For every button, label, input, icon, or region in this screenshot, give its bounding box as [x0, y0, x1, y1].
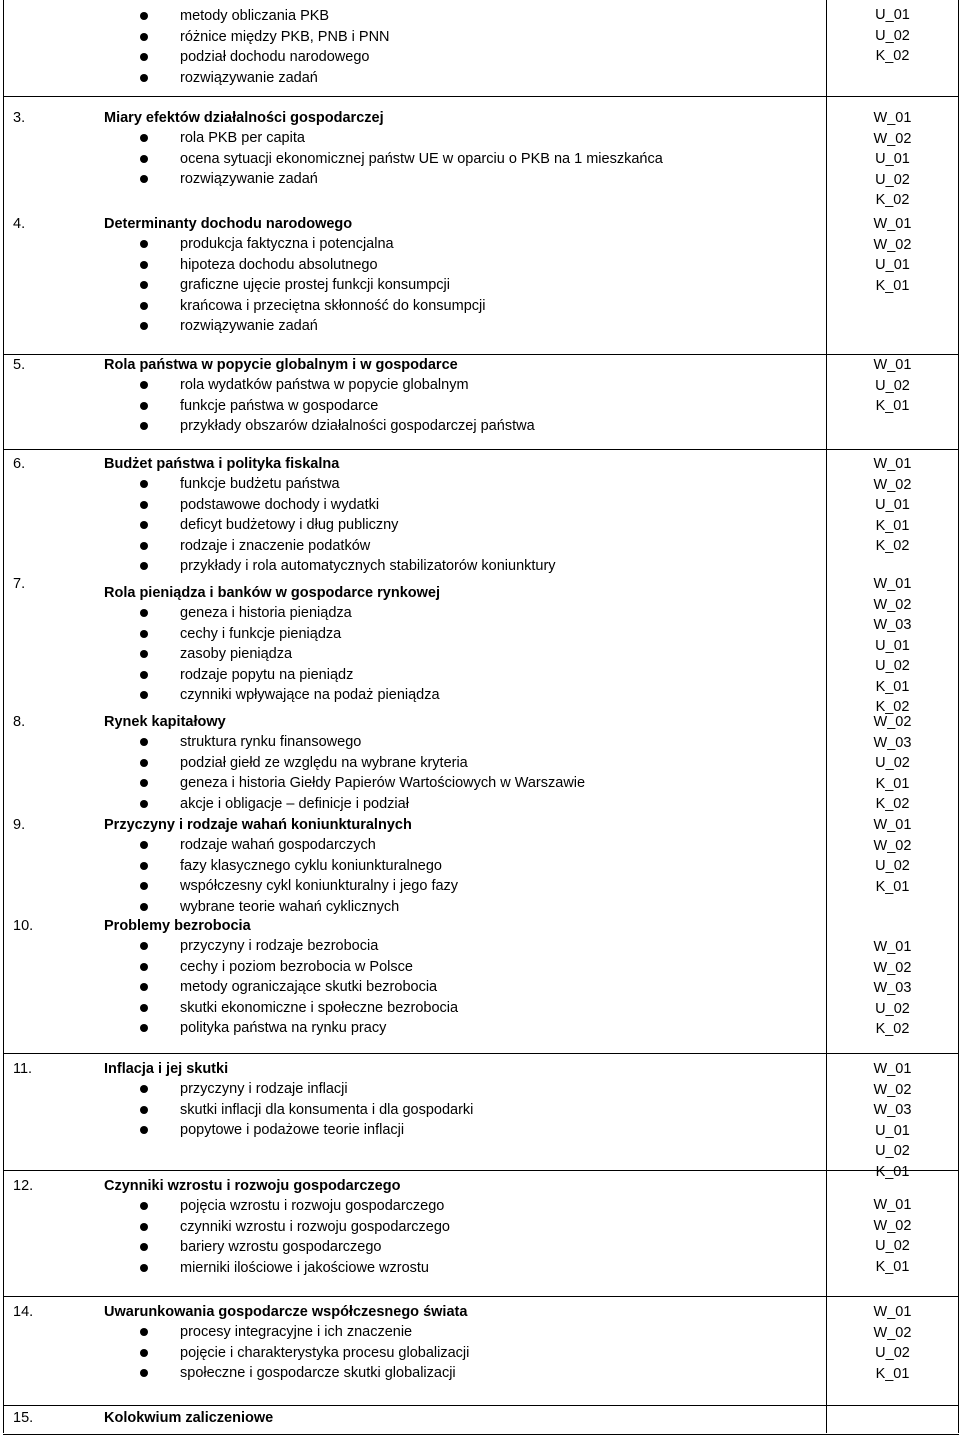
bullet-icon	[140, 261, 148, 269]
topic-subitem: przyczyny i rodzaje bezrobocia	[180, 938, 379, 954]
topic-content-cell	[3, 97, 826, 215]
learning-outcome-code: W_03	[873, 617, 912, 633]
bullet-icon	[140, 33, 148, 41]
bullet-icon	[140, 1126, 148, 1134]
learning-outcome-code: W_02	[873, 236, 912, 253]
learning-outcomes-cell	[826, 214, 959, 354]
learning-outcome-code: K_02	[875, 538, 910, 554]
learning-outcome-code: W_01	[873, 110, 912, 126]
bullet-icon	[140, 542, 148, 550]
topic-number: 12.	[13, 1178, 34, 1194]
topic-row	[3, 711, 959, 815]
topic-row	[3, 0, 959, 96]
topic-subitem: polityka państwa na rynku pracy	[180, 1020, 387, 1036]
topic-row	[3, 96, 959, 215]
topic-subitem: rozwiązywanie zadań	[180, 171, 318, 187]
topic-subitem: popytowe i podażowe teorie inflacji	[180, 1122, 405, 1138]
learning-outcomes-cell	[826, 916, 959, 1053]
learning-outcome-code: K_01	[875, 775, 910, 792]
bullet-icon	[140, 759, 148, 767]
topic-subitem: pojęcie i charakterystyka procesu globalizacji	[180, 1344, 470, 1361]
bullet-icon	[140, 381, 148, 389]
topic-subitem: graficzne ujęcie prostej funkcji konsumpcji	[180, 277, 450, 293]
topic-subitem: bariery wzrostu gospodarczego	[180, 1239, 382, 1255]
bullet-icon	[140, 942, 148, 950]
topic-subitem: współczesny cykl koniunkturalny i jego fazy	[180, 878, 459, 894]
topic-content-cell	[3, 815, 826, 916]
topic-number: 10.	[13, 918, 34, 934]
topic-subitem: czynniki wzrostu i rozwoju gospodarczego	[180, 1218, 450, 1235]
topic-subitem: różnice między PKB, PNB i PNN	[180, 28, 390, 45]
topic-subitem: geneza i historia pieniądza	[180, 605, 352, 621]
learning-outcome-code: K_01	[875, 1258, 910, 1275]
learning-outcomes-cell	[826, 0, 959, 96]
topic-subitem: geneza i historia Giełdy Papierów Wartościowych w Warszawie	[180, 775, 586, 791]
topic-subitem: hipoteza dochodu absolutnego	[180, 256, 378, 273]
topic-title: Rola pieniądza i banków w gospodarce rynkowej	[104, 585, 440, 601]
learning-outcome-code: U_02	[875, 658, 910, 674]
learning-outcome-code: W_01	[873, 216, 912, 232]
bullet-icon	[140, 1243, 148, 1251]
bullet-icon	[140, 402, 148, 410]
learning-outcome-code: W_03	[873, 1102, 912, 1118]
learning-outcomes-cell	[826, 1054, 959, 1180]
learning-outcome-code: U_02	[875, 755, 910, 771]
topic-row	[3, 1170, 959, 1297]
bullet-icon	[140, 422, 148, 430]
topic-subitem: ocena sytuacji ekonomicznej państw UE w oparciu o PKB na 1 mieszkańca	[180, 150, 663, 167]
learning-outcome-code: U_02	[875, 1000, 910, 1017]
topic-subitem: deficyt budżetowy i dług publiczny	[180, 517, 399, 533]
learning-outcome-code: W_02	[873, 130, 912, 147]
topic-number: 5.	[13, 357, 26, 373]
learning-outcome-code: W_02	[873, 596, 912, 613]
topic-subitem: rola PKB per capita	[180, 130, 305, 146]
topic-content-cell	[3, 577, 826, 711]
topic-row	[3, 354, 959, 450]
topic-row	[3, 1405, 959, 1435]
learning-outcome-code: W_02	[873, 1217, 912, 1234]
topic-number: 14.	[13, 1304, 34, 1320]
topic-title: Determinanty dochodu narodowego	[104, 216, 353, 232]
bullet-icon	[140, 1223, 148, 1231]
bullet-icon	[140, 1202, 148, 1210]
topic-content-cell	[3, 214, 826, 354]
topic-subitem: wybrane teorie wahań cyklicznych	[180, 898, 400, 915]
bullet-icon	[140, 302, 148, 310]
bullet-icon	[140, 480, 148, 488]
topic-subitem: metody obliczania PKB	[180, 8, 330, 24]
learning-outcomes-cell	[826, 355, 959, 450]
bullet-icon	[140, 562, 148, 570]
topic-subitem: produkcja faktyczna i potencjalna	[180, 236, 394, 252]
topic-title: Problemy bezrobocia	[104, 918, 251, 934]
bullet-icon	[140, 882, 148, 890]
topic-subitem: funkcje państwa w gospodarce	[180, 397, 379, 414]
learning-outcome-code: U_01	[875, 7, 910, 23]
learning-outcome-code: K_02	[875, 699, 910, 715]
bullet-icon	[140, 501, 148, 509]
topic-subitem: cechy i poziom bezrobocia w Polsce	[180, 958, 413, 975]
learning-outcomes-cell	[826, 97, 959, 215]
topic-row	[3, 815, 959, 916]
bullet-icon	[140, 521, 148, 529]
bullet-icon	[140, 963, 148, 971]
bullet-icon	[140, 74, 148, 82]
learning-outcome-code: U_01	[875, 151, 910, 167]
learning-outcome-code: W_02	[873, 837, 912, 854]
topic-content-cell	[3, 1406, 826, 1434]
learning-outcome-code: U_01	[875, 1122, 910, 1139]
learning-outcome-code: W_02	[873, 714, 912, 730]
topic-number: 15.	[13, 1410, 34, 1426]
learning-outcome-code: K_01	[875, 678, 910, 695]
learning-outcome-code: W_03	[873, 980, 912, 996]
learning-outcome-code: W_02	[873, 476, 912, 493]
bullet-icon	[140, 650, 148, 658]
bullet-icon	[140, 1004, 148, 1012]
topic-title: Rynek kapitałowy	[104, 714, 226, 730]
topic-content-cell	[3, 711, 826, 815]
topic-subitem: przyczyny i rodzaje inflacji	[180, 1081, 348, 1097]
topic-row	[3, 1053, 959, 1180]
topic-row	[3, 449, 959, 578]
bullet-icon	[140, 240, 148, 248]
topic-title: Przyczyny i rodzaje wahań koniunkturalnych	[104, 817, 412, 833]
topic-subitem: rola wydatków państwa w popycie globalnym	[180, 377, 469, 393]
topic-row	[3, 214, 959, 354]
learning-outcomes-cell	[826, 1406, 959, 1434]
learning-outcome-code: W_02	[873, 1324, 912, 1341]
learning-outcome-code: W_01	[873, 357, 912, 373]
learning-outcome-code: U_02	[875, 377, 910, 394]
learning-outcome-code: W_01	[873, 1061, 912, 1077]
topic-subitem: podział giełd ze względu na wybrane kryteria	[180, 754, 468, 771]
topic-subitem: rozwiązywanie zadań	[180, 69, 318, 86]
topic-subitem: metody ograniczające skutki bezrobocia	[180, 979, 438, 995]
learning-outcome-code: W_03	[873, 734, 912, 751]
topic-number: 9.	[13, 817, 26, 833]
topic-title: Budżet państwa i polityka fiskalna	[104, 456, 340, 472]
topic-title: Miary efektów działalności gospodarczej	[104, 110, 384, 126]
topic-subitem: pojęcia wzrostu i rozwoju gospodarczego	[180, 1198, 445, 1214]
learning-outcome-code: K_01	[875, 277, 910, 294]
topic-number: 6.	[13, 456, 26, 472]
bullet-icon	[140, 1264, 148, 1272]
learning-outcome-code: W_01	[873, 1197, 912, 1213]
learning-outcomes-cell	[826, 450, 959, 578]
bullet-icon	[140, 1085, 148, 1093]
learning-outcome-code: U_02	[875, 858, 910, 874]
learning-outcome-code: K_01	[875, 517, 910, 534]
learning-outcome-code: W_01	[873, 817, 912, 833]
topic-content-cell	[3, 355, 826, 450]
learning-outcome-code: U_02	[875, 171, 910, 188]
learning-outcome-code: W_01	[873, 1304, 912, 1320]
topic-title: Czynniki wzrostu i rozwoju gospodarczego	[104, 1178, 401, 1194]
topic-subitem: krańcowa i przeciętna skłonność do konsumpcji	[180, 297, 486, 314]
topic-subitem: funkcje budżetu państwa	[180, 476, 340, 492]
learning-outcome-code: K_01	[875, 878, 910, 895]
topic-subitem: rodzaje i znaczenie podatków	[180, 537, 371, 554]
bullet-icon	[140, 175, 148, 183]
bullet-icon	[140, 1349, 148, 1357]
topic-subitem: rodzaje wahań gospodarczych	[180, 837, 376, 853]
topic-subitem: rodzaje popytu na pieniądz	[180, 666, 354, 683]
learning-outcome-code: W_01	[873, 456, 912, 472]
topic-subitem: zasoby pieniądza	[180, 646, 293, 662]
learning-outcome-code: U_02	[875, 27, 910, 44]
bullet-icon	[140, 671, 148, 679]
bullet-icon	[140, 12, 148, 20]
topic-title: Inflacja i jej skutki	[104, 1061, 229, 1077]
topic-content-cell	[3, 1054, 826, 1171]
topic-subitem: podział dochodu narodowego	[180, 49, 370, 65]
bullet-icon	[140, 800, 148, 808]
bullet-icon	[140, 1328, 148, 1336]
learning-outcomes-cell	[826, 711, 959, 815]
topic-subitem: skutki ekonomiczne i społeczne bezrobocia	[180, 999, 459, 1016]
bullet-icon	[140, 691, 148, 699]
bullet-icon	[140, 134, 148, 142]
learning-outcome-code: W_02	[873, 959, 912, 976]
bullet-icon	[140, 903, 148, 911]
learning-outcomes-cell	[826, 815, 959, 916]
bullet-icon	[140, 779, 148, 787]
topic-number: 4.	[13, 216, 26, 232]
topic-subitem: przykłady i rola automatycznych stabilizatorów koniunktury	[180, 558, 556, 574]
topic-row	[3, 916, 959, 1053]
topic-content-cell	[3, 0, 826, 96]
learning-outcome-code: U_01	[875, 257, 910, 273]
learning-outcome-code: U_02	[875, 1345, 910, 1361]
learning-outcome-code: K_02	[875, 1021, 910, 1037]
learning-outcomes-cell	[826, 1171, 959, 1297]
learning-outcomes-cell	[826, 576, 959, 715]
learning-outcome-code: W_01	[873, 576, 912, 592]
topic-title: Uwarunkowania gospodarcze współczesnego świata	[104, 1304, 468, 1320]
learning-outcome-code: K_01	[875, 398, 910, 414]
bullet-icon	[140, 609, 148, 617]
bullet-icon	[140, 862, 148, 870]
topic-content-cell	[3, 916, 826, 1053]
bullet-icon	[140, 155, 148, 163]
learning-outcome-code: K_02	[875, 192, 910, 208]
topic-number: 3.	[13, 110, 26, 126]
topic-title: Kolokwium zaliczeniowe	[104, 1410, 274, 1426]
learning-outcome-code: K_01	[875, 1365, 910, 1382]
bullet-icon	[140, 281, 148, 289]
topic-subitem: akcje i obligacje – definicje i podział	[180, 795, 409, 812]
learning-outcome-code: U_02	[875, 1143, 910, 1159]
learning-outcome-code: U_01	[875, 637, 910, 654]
topic-subitem: rozwiązywanie zadań	[180, 318, 318, 334]
learning-outcome-code: U_01	[875, 497, 910, 513]
topic-number: 8.	[13, 714, 26, 730]
topic-number: 11.	[13, 1061, 33, 1077]
topic-subitem: czynniki wpływające na podaż pieniądza	[180, 687, 440, 703]
bullet-icon	[140, 1106, 148, 1114]
topic-subitem: podstawowe dochody i wydatki	[180, 496, 380, 513]
learning-outcome-code: K_02	[875, 48, 910, 64]
bullet-icon	[140, 738, 148, 746]
bullet-icon	[140, 53, 148, 61]
bullet-icon	[140, 1369, 148, 1377]
learning-outcome-code: K_02	[875, 796, 910, 812]
topic-subitem: skutki inflacji dla konsumenta i dla gospodarki	[180, 1101, 474, 1118]
bullet-icon	[140, 983, 148, 991]
learning-outcome-code: W_02	[873, 1081, 912, 1098]
bullet-icon	[140, 630, 148, 638]
topic-content-cell	[3, 450, 826, 578]
learning-outcome-code: K_01	[875, 1163, 910, 1180]
topic-number: 7.	[13, 576, 26, 592]
learning-outcome-code: W_01	[873, 939, 912, 955]
learning-outcomes-cell	[826, 1297, 959, 1406]
bullet-icon	[140, 841, 148, 849]
topic-subitem: cechy i funkcje pieniądza	[180, 625, 342, 642]
topic-subitem: procesy integracyjne i ich znaczenie	[180, 1324, 413, 1340]
topic-subitem: fazy klasycznego cyklu koniunkturalnego	[180, 857, 442, 874]
topic-content-cell	[3, 1297, 826, 1406]
topic-subitem: struktura rynku finansowego	[180, 734, 362, 750]
topic-subitem: mierniki ilościowe i jakościowe wzrostu	[180, 1259, 429, 1276]
topic-content-cell	[3, 1171, 826, 1297]
topic-title: Rola państwa w popycie globalnym i w gospodarce	[104, 357, 458, 373]
topic-subitem: przykłady obszarów działalności gospodarczej państwa	[180, 418, 535, 434]
topic-row	[3, 576, 959, 715]
topic-subitem: społeczne i gospodarcze skutki globalizacji	[180, 1365, 456, 1381]
bullet-icon	[140, 1024, 148, 1032]
topic-row	[3, 1296, 959, 1406]
learning-outcome-code: U_02	[875, 1238, 910, 1254]
bullet-icon	[140, 322, 148, 330]
